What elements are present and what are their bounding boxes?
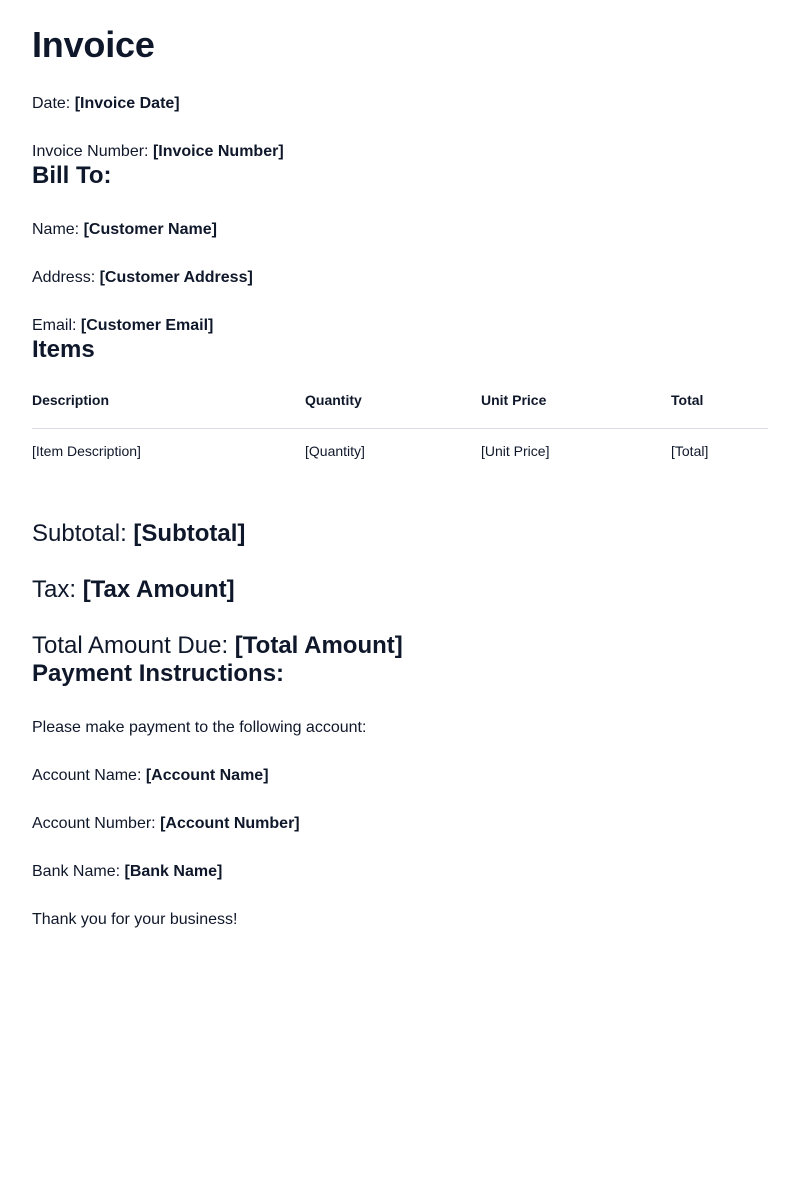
- subtotal-value: [Subtotal]: [133, 520, 246, 547]
- invoice-number-line: [32, 142, 768, 162]
- account-name-value: [Account Name]: [145, 767, 269, 784]
- bank-name-value: [Bank Name]: [124, 863, 223, 880]
- total-due-label: Total Amount Due:: [32, 632, 229, 659]
- item-quantity-cell: [Quantity]: [305, 442, 365, 459]
- customer-address-value: [Customer Address]: [99, 269, 253, 286]
- total-due-value: [Total Amount]: [234, 632, 403, 659]
- tax-value: [Tax Amount]: [82, 576, 235, 603]
- column-header-description: Description: [32, 392, 305, 429]
- table-row: [32, 429, 768, 473]
- payment-instructions-heading: Payment Instructions:: [32, 660, 285, 687]
- customer-name-value: [Customer Name]: [83, 221, 217, 238]
- invoice-date-value: [Invoice Date]: [74, 95, 180, 112]
- total-due-line: [32, 632, 768, 660]
- items-table-header-row: [32, 392, 768, 429]
- account-name-label: Account Name:: [32, 767, 142, 784]
- subtotal-line: [32, 520, 768, 548]
- invoice-number-label: Invoice Number:: [32, 143, 149, 160]
- bank-name-label: Bank Name:: [32, 863, 121, 880]
- account-name-line: [32, 766, 768, 786]
- customer-email-value: [Customer Email]: [80, 317, 214, 334]
- account-number-line: [32, 814, 768, 834]
- customer-address-label: Address:: [32, 269, 96, 286]
- item-total-cell: [Total]: [671, 442, 709, 459]
- invoice-date-label: Date:: [32, 95, 71, 112]
- item-description-cell: [Item Description]: [32, 442, 141, 459]
- tax-label: Tax:: [32, 576, 77, 603]
- item-unit-price-cell: [Unit Price]: [481, 442, 550, 459]
- subtotal-label: Subtotal:: [32, 520, 127, 547]
- tax-line: [32, 576, 768, 604]
- customer-email-line: [32, 316, 768, 336]
- customer-name-label: Name:: [32, 221, 80, 238]
- payment-intro-text: Please make payment to the following account:: [32, 719, 367, 736]
- column-header-total: Total: [671, 392, 768, 429]
- customer-email-label: Email:: [32, 317, 77, 334]
- invoice-number-value: [Invoice Number]: [152, 143, 284, 160]
- column-header-unit-price: Unit Price: [481, 392, 671, 429]
- invoice-date-line: [32, 94, 768, 114]
- closing-thank-you: Thank you for your business!: [32, 911, 238, 928]
- bill-to-heading: Bill To:: [32, 162, 112, 189]
- column-header-quantity: Quantity: [305, 392, 481, 429]
- customer-name-line: [32, 220, 768, 240]
- account-number-value: [Account Number]: [160, 815, 300, 832]
- bank-name-line: [32, 862, 768, 882]
- customer-address-line: [32, 268, 768, 288]
- account-number-label: Account Number:: [32, 815, 156, 832]
- items-table: [32, 392, 768, 472]
- items-heading: Items: [32, 336, 95, 363]
- invoice-title: Invoice: [32, 24, 155, 65]
